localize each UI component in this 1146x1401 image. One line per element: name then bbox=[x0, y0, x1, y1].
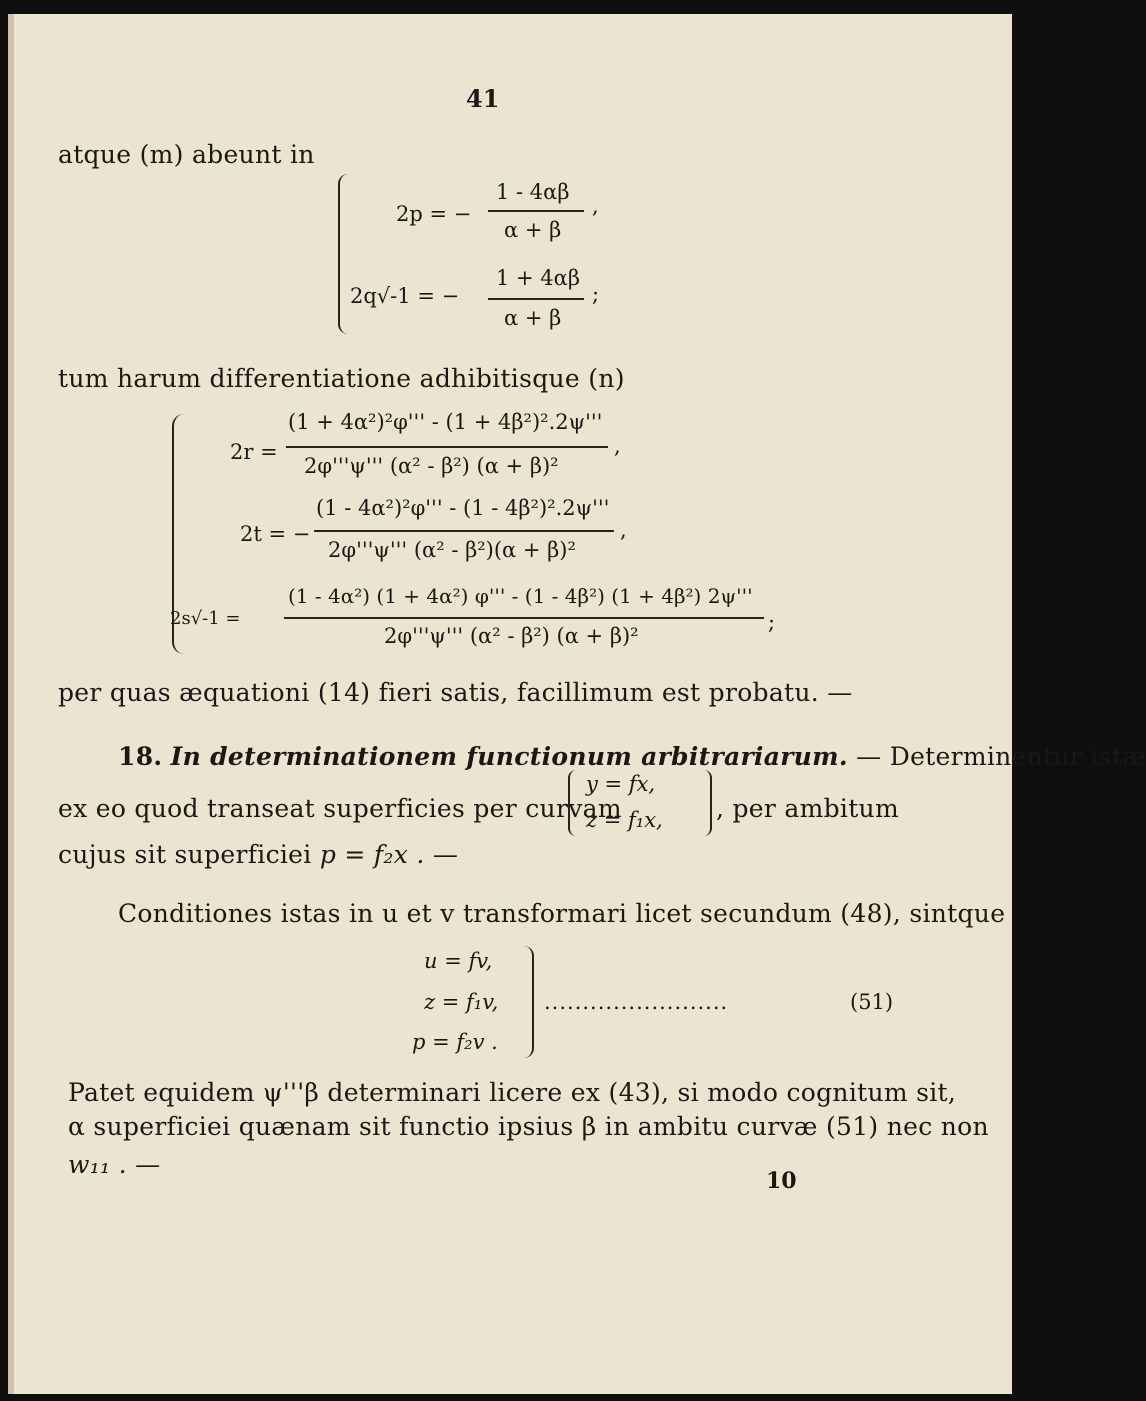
fraction-bar bbox=[488, 298, 584, 300]
eq-n-num-1: (1 + 4α²)²φ''' - (1 + 4β²)².2ψ''' bbox=[288, 410, 603, 434]
eq-n-end-1: , bbox=[614, 434, 621, 458]
quas-line: per quas æquationi (14) fieri satis, facillimum est probatu. — bbox=[58, 678, 853, 707]
sys51-leader-dots: ........................ bbox=[544, 990, 729, 1014]
eq-m-end-2: ; bbox=[592, 282, 600, 306]
cujus-equation: p = f₂x . — bbox=[319, 840, 459, 869]
eq-m-end-1: , bbox=[592, 194, 599, 218]
per-ambitum: , per ambitum bbox=[716, 794, 899, 823]
signature-mark: 10 bbox=[766, 1168, 797, 1194]
fraction-bar bbox=[284, 617, 764, 619]
section-rest: — Determinentur istæ bbox=[856, 742, 1146, 771]
eq-n-num-3: (1 - 4α²) (1 + 4α²) φ''' - (1 - 4β²) (1 + 4β²) 2ψ''' bbox=[288, 584, 753, 608]
eq-m-num-2: 1 + 4αβ bbox=[496, 266, 580, 290]
eq-m-lhs-2: 2q√-1 = − bbox=[350, 284, 460, 308]
right-brace bbox=[700, 770, 712, 836]
curve-row-1: y = fx, bbox=[586, 772, 656, 796]
sys51-row-3: p = f₂v . bbox=[412, 1030, 498, 1054]
conditiones-line: Conditiones istas in u et v transformari licet secundum (48), sintque bbox=[118, 899, 1006, 928]
eq-n-den-3: 2φ'''ψ''' (α² - β²) (α + β)² bbox=[384, 624, 639, 648]
left-brace bbox=[338, 174, 354, 334]
eq-n-end-3: ; bbox=[768, 610, 776, 634]
page-number: 41 bbox=[466, 84, 500, 113]
book-page bbox=[8, 14, 1146, 1394]
patet-line-1: Patet equidem ψ'''β determinari licere ex (43), si modo cognitum sit, bbox=[68, 1078, 957, 1107]
eq-n-den-1: 2φ'''ψ''' (α² - β²) (α + β)² bbox=[304, 454, 559, 478]
sys51-row-1: u = fv, bbox=[424, 949, 493, 973]
eq-n-lhs-2: 2t = − bbox=[240, 522, 311, 546]
eq-m-den-1: α + β bbox=[504, 218, 562, 242]
curve-row-2: z = f₁x, bbox=[586, 808, 663, 832]
eq-n-lhs-3: 2s√-1 = bbox=[170, 608, 241, 629]
cujus-line bbox=[58, 840, 458, 869]
eq-m-den-2: α + β bbox=[504, 306, 562, 330]
intro-line: atque (m) abeunt in bbox=[58, 140, 315, 169]
harum-line: tum harum differentiatione adhibitisque (n) bbox=[58, 364, 625, 393]
sys51-row-2: z = f₁v, bbox=[424, 990, 499, 1014]
eq-n-den-2: 2φ'''ψ''' (α² - β²)(α + β)² bbox=[328, 538, 576, 562]
eq-n-end-2: , bbox=[620, 518, 627, 542]
fraction-bar bbox=[314, 530, 614, 532]
patet-line-2: α superficiei quænam sit functio ipsius β in ambitu curvæ (51) nec non bbox=[68, 1112, 989, 1141]
section-heading bbox=[118, 742, 1146, 771]
section-number: 18. bbox=[118, 742, 163, 771]
eq-n-lhs-1: 2r = bbox=[230, 440, 278, 464]
fraction-bar bbox=[286, 446, 608, 448]
eq-m-num-1: 1 - 4αβ bbox=[496, 180, 570, 204]
right-brace bbox=[522, 946, 534, 1058]
ex-eo-line: ex eo quod transeat superficies per curvam bbox=[58, 794, 622, 823]
page-gutter-shadow bbox=[8, 14, 14, 1394]
eq-n-num-2: (1 - 4α²)²φ''' - (1 - 4β²)².2ψ''' bbox=[316, 496, 610, 520]
section-title: In determinationem functionum arbitrariarum. bbox=[170, 742, 848, 771]
cujus-text: cujus sit superficiei bbox=[58, 840, 312, 869]
eq-m-lhs-1: 2p = − bbox=[396, 202, 472, 226]
patet-line-3: w₁₁ . — bbox=[68, 1150, 161, 1179]
equation-label-51: (51) bbox=[850, 990, 894, 1014]
left-brace bbox=[568, 770, 580, 836]
fraction-bar bbox=[488, 210, 584, 212]
